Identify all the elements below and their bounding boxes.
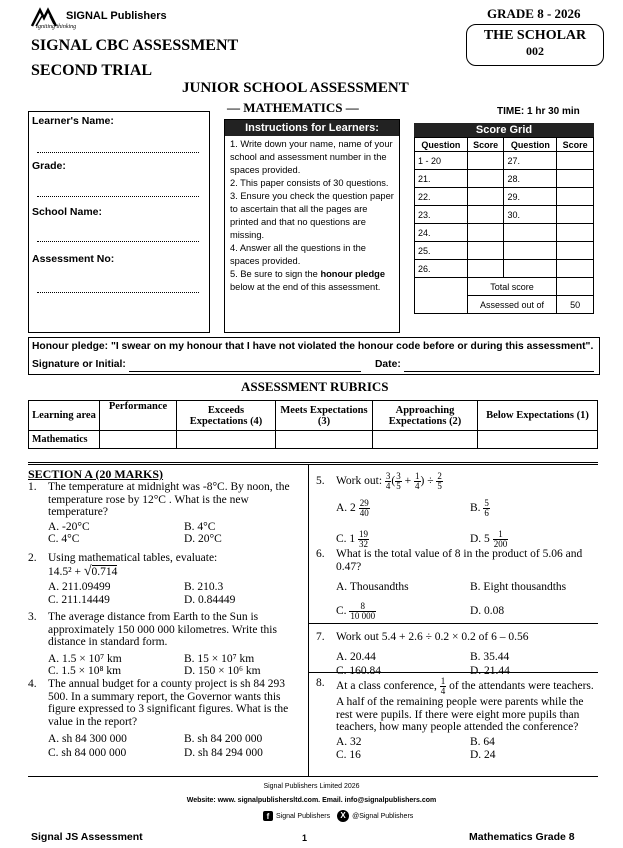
option-d[interactable]: D. 5 $\frac{1}{200}$: [470, 529, 508, 549]
score-cell[interactable]: [467, 224, 504, 242]
question-number: 4.: [28, 678, 37, 690]
instruction-item: 2. This paper consists of 30 questions.: [230, 178, 389, 188]
question-2: [28, 552, 306, 607]
publisher-tagline: Igniting thinking: [36, 24, 77, 30]
score-cell[interactable]: [467, 260, 504, 278]
question-4: [28, 678, 306, 760]
question-number: 7.: [316, 631, 325, 643]
question-number: 5.: [316, 475, 325, 488]
question-text: What is the total value of 8 in the product of 5.06 and 0.47?: [336, 548, 583, 573]
question-cell: 25.: [415, 242, 468, 260]
signature-label: Signature or Initial:: [32, 359, 126, 370]
learner-details-box: [28, 111, 210, 333]
subject-title: — MATHEMATICS —: [227, 100, 359, 115]
publisher-logo: [30, 4, 180, 30]
option-c[interactable]: C. 4°C: [48, 532, 80, 545]
rubric-header: Performance: [100, 401, 177, 431]
score-cell[interactable]: [557, 206, 594, 224]
score-grid: [414, 123, 594, 314]
rubric-header: Below Expectations (1): [478, 401, 598, 431]
question-7: [316, 631, 598, 678]
assessment-title-line2: SECOND TRIAL: [31, 62, 153, 79]
learner-name-line[interactable]: [37, 152, 199, 153]
question-text: Work out:: [336, 475, 383, 488]
score-grid-header: Score: [467, 138, 504, 152]
option-a[interactable]: A. 1.5 × 10⁷ km: [48, 652, 122, 665]
score-cell[interactable]: [557, 170, 594, 188]
option-c[interactable]: C. $\frac{8}{10 000}$: [336, 600, 376, 621]
assessment-no-line[interactable]: [37, 292, 199, 293]
option-a[interactable]: A. -20°C: [48, 520, 90, 533]
expression: 14.5² + √0.714: [48, 563, 118, 579]
score-grid-header: Score: [557, 138, 594, 152]
question-text: The average distance from Earth to the Sun is approximately 150 000 000 kilometres. Write this distance in standard form.: [48, 611, 277, 648]
instruction-item: 3. Ensure you check the question paper to ascertain that all the pages are printed and that no questions are missing.: [230, 191, 394, 240]
date-line[interactable]: [404, 371, 594, 372]
question-cell: 26.: [415, 260, 468, 278]
rubric-row-label: Mathematics: [29, 431, 100, 449]
option-d[interactable]: D. 20°C: [184, 532, 222, 545]
question-text: The temperature at midnight was -8°C. By noon, the temperature rose by 12°C . What is the new temperature?: [48, 481, 290, 518]
school-name-line[interactable]: [37, 241, 199, 242]
question-cell: 23.: [415, 206, 468, 224]
option-c[interactable]: C. 1.5 × 10⁸ km: [48, 664, 122, 677]
column-divider: [308, 465, 309, 777]
facebook-icon: f: [263, 811, 273, 821]
honour-pledge-box: [28, 337, 600, 375]
score-grid-heading: Score Grid: [414, 123, 594, 137]
x-icon: X: [337, 810, 349, 822]
question-1: [28, 481, 306, 545]
grade-line[interactable]: [37, 196, 199, 197]
option-b[interactable]: B. 210.3: [184, 581, 224, 593]
score-cell[interactable]: [467, 242, 504, 260]
question-cell: 22.: [415, 188, 468, 206]
option-c[interactable]: C. 160.84: [336, 664, 382, 677]
total-score-label: Total score: [467, 278, 556, 296]
question-number: 1.: [28, 481, 37, 493]
rubric-cell[interactable]: [100, 431, 177, 449]
question-cell: 28.: [504, 170, 557, 188]
score-cell[interactable]: [467, 188, 504, 206]
rubric-cell[interactable]: [373, 431, 478, 449]
question-text: Using mathematical tables, evaluate:: [48, 552, 218, 564]
date-label: Date:: [375, 359, 401, 370]
option-d[interactable]: D. 150 × 10⁶ km: [184, 664, 261, 677]
time-label: TIME: 1 hr 30 min: [497, 106, 580, 117]
option-a[interactable]: A. 20.44: [336, 650, 376, 663]
score-cell[interactable]: [467, 206, 504, 224]
question-5: 5. Work out: $\frac{3}{4}$ ( $\frac{3}{5}$ + $\frac{1}{4}$ ) ÷ $\frac{2}{5}$ A. 2 $\frac{29}{40}$ B. $\frac{5}{6}$ C. 1 $\frac{19}{32}$ D. 5 $\frac{1}{200}$: [316, 472, 598, 549]
score-grid-header: Question: [415, 138, 468, 152]
option-b[interactable]: B. sh 84 200 000: [184, 733, 263, 745]
question-6: [316, 548, 598, 621]
option-c[interactable]: C. 1 $\frac{19}{32}$: [336, 529, 369, 549]
option-b[interactable]: B. 4°C: [184, 520, 216, 533]
option-d[interactable]: D. 24: [470, 748, 496, 761]
rubric-header: Meets Expectations (3): [276, 401, 373, 431]
honour-pledge-emphasis: honour pledge: [320, 269, 386, 279]
rubric-header: Approaching Expectations (2): [373, 401, 478, 431]
score-grid-header: Question: [504, 138, 557, 152]
rubric-cell[interactable]: [276, 431, 373, 449]
question-text: At a class conference, $\frac{1}{4}$ of the attendants were teachers. A half of the remaining people were parents while the rest were pupils. If there were eight more pupils than teachers, how many people attended the conference?: [336, 676, 594, 733]
option-a[interactable]: A. 211.09499: [48, 581, 111, 593]
option-b[interactable]: B. 35.44: [470, 650, 510, 663]
instructions-box: [224, 119, 400, 333]
instructions-heading: Instructions for Learners:: [225, 120, 399, 136]
instruction-item: 5. Be sure to sign the honour pledge below at the end of this assessment.: [230, 269, 386, 292]
section-divider: [28, 462, 598, 465]
grade-field-label: Grade:: [32, 160, 66, 172]
option-d[interactable]: D. 0.84449: [184, 594, 236, 606]
option-c[interactable]: C. sh 84 000 000: [48, 747, 127, 759]
scholar-number: 002: [526, 44, 544, 58]
footer-website: Website: www. signalpublishersltd.com. Email. info@signalpublishers.com: [186, 797, 437, 804]
question-cell: 1 - 20: [415, 152, 468, 170]
honour-pledge-text: Honour pledge: "I swear on my honour that I have not violated the honour code before or during this assessment".: [32, 341, 594, 352]
signature-line[interactable]: [129, 371, 361, 372]
assessed-out-of-value: 50: [557, 296, 594, 314]
option-d[interactable]: D. sh 84 294 000: [184, 747, 263, 759]
assessed-out-of-label: Assessed out of: [467, 296, 556, 314]
q6-divider: [308, 623, 598, 624]
question-3: [28, 611, 306, 677]
x-handle: @Signal Publishers: [352, 812, 414, 820]
footer-left: Signal JS Assessment: [31, 831, 143, 843]
bottom-divider: [28, 776, 598, 777]
exam-title: JUNIOR SCHOOL ASSESSMENT: [182, 80, 409, 96]
rubric-cell[interactable]: [177, 431, 276, 449]
question-number: 3.: [28, 611, 37, 623]
question-text: Work out 5.4 + 2.6 ÷ 0.2 × 0.2 of 6 – 0.56: [336, 631, 529, 643]
instruction-item: 4. Answer all the questions in the spaces provided.: [230, 243, 366, 266]
score-cell[interactable]: [467, 152, 504, 170]
question-text: The annual budget for a county project is sh 84 293 500. In a summary report, the Governor wants this figure expressed to 3 significant figures. What is the value in the report?: [48, 678, 289, 728]
option-c[interactable]: C. 16: [336, 748, 361, 761]
scholar-title: THE SCHOLAR: [483, 28, 587, 43]
question-cell: 29.: [504, 188, 557, 206]
question-number: 8.: [316, 677, 325, 689]
rubric-cell[interactable]: [478, 431, 598, 449]
option-c[interactable]: C. 211.14449: [48, 594, 110, 606]
footer-company: Signal Publishers Limited 2026: [263, 783, 360, 790]
option-d[interactable]: D. 21.44: [470, 664, 510, 677]
score-grid-table: [414, 137, 594, 314]
question-cell: 21.: [415, 170, 468, 188]
question-cell: 27.: [504, 152, 557, 170]
question-cell: 24.: [415, 224, 468, 242]
facebook-handle: Signal Publishers: [276, 812, 331, 820]
scholar-box: [466, 24, 604, 66]
question-cell: 30.: [504, 206, 557, 224]
section-title: SECTION A (20 MARKS): [28, 467, 164, 481]
publisher-name: SIGNAL Publishers: [66, 10, 167, 22]
page-number: 1: [302, 833, 308, 843]
grade-label: GRADE 8 - 2026: [487, 6, 581, 21]
learner-name-label: Learner's Name:: [32, 115, 114, 127]
option-b[interactable]: B. Eight thousandths: [470, 581, 567, 593]
question-number: 2.: [28, 552, 37, 564]
option-b[interactable]: B. 15 × 10⁷ km: [184, 652, 255, 665]
option-b[interactable]: B. $\frac{5}{6}$: [470, 498, 489, 518]
score-cell[interactable]: [467, 170, 504, 188]
assessment-title-line1: SIGNAL CBC ASSESSMENT: [31, 37, 239, 54]
question-8: [316, 677, 598, 762]
option-a[interactable]: A. 2 $\frac{29}{40}$: [336, 498, 369, 518]
question-number: 6.: [316, 548, 325, 560]
rubrics-table: [28, 400, 598, 449]
total-score-cell[interactable]: [557, 278, 594, 296]
footer-right: Mathematics Grade 8: [469, 831, 575, 843]
score-cell[interactable]: [557, 188, 594, 206]
footer-social: [263, 810, 413, 822]
option-d[interactable]: D. 0.08: [470, 604, 505, 617]
score-cell[interactable]: [557, 152, 594, 170]
option-a[interactable]: A. 32: [336, 735, 362, 748]
option-b[interactable]: B. 64: [470, 735, 495, 748]
rubric-header: Learning area: [29, 401, 100, 431]
rubrics-title: ASSESSMENT RUBRICS: [241, 379, 389, 394]
school-name-label: School Name:: [32, 206, 103, 218]
option-a[interactable]: A. Thousandths: [336, 581, 409, 593]
assessment-no-label: Assessment No:: [32, 253, 115, 265]
instruction-item: 1. Write down your name, name of your school and assessment number in the spaces provided.: [230, 139, 393, 175]
rubric-header: Exceeds Expectations (4): [177, 401, 276, 431]
option-a[interactable]: A. sh 84 300 000: [48, 733, 127, 745]
